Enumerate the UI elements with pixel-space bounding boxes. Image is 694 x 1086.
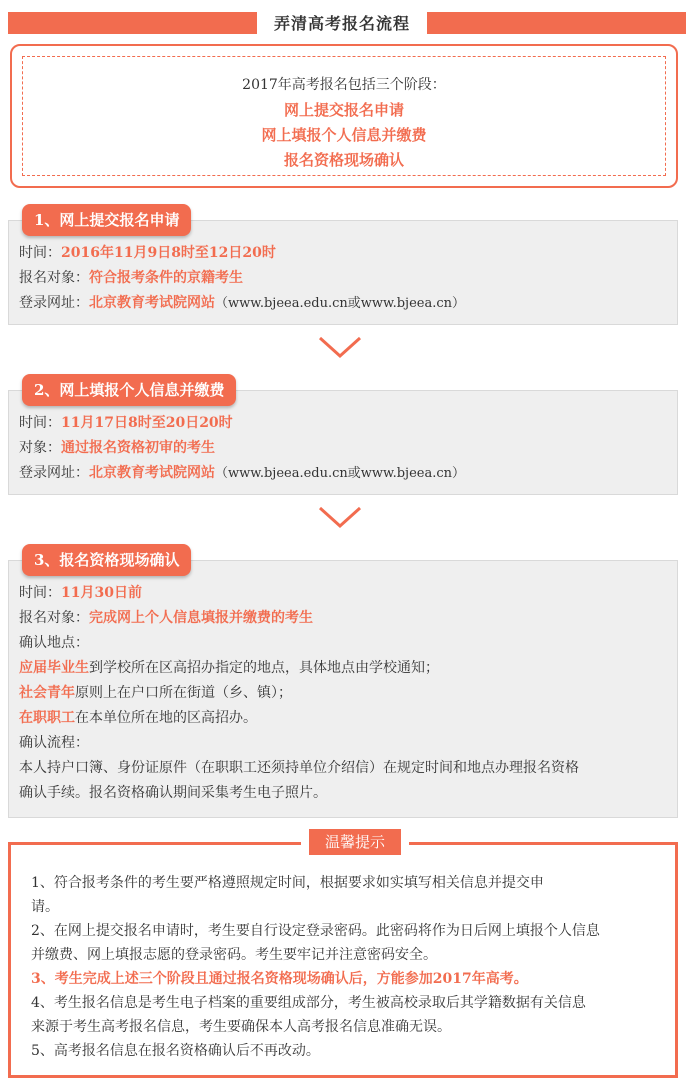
tip-4a: 4、考生报名信息是考生电子档案的重要组成部分，考生被高校录取后其学籍数据有关信息 bbox=[31, 995, 586, 1011]
step3-process-label: 确认流程： bbox=[19, 735, 89, 751]
step3-place-3: 在职职工在本单位所在地的区高招办。 bbox=[19, 710, 257, 726]
tip-5: 5、高考报名信息在报名资格确认后不再改动。 bbox=[31, 1043, 320, 1059]
intro-stage-3: 报名资格现场确认 bbox=[283, 151, 404, 169]
intro-inner bbox=[22, 56, 666, 176]
intro-stage-1: 网上提交报名申请 bbox=[283, 101, 404, 119]
step1-target: 符合报考条件的京籍考生 bbox=[89, 270, 243, 286]
tip-4b: 来源于考生高考报名信息，考生要确保本人高考报名信息准确无误。 bbox=[31, 1019, 451, 1035]
intro-box bbox=[10, 44, 678, 188]
tip-2a: 2、在网上提交报名申请时，考生要自行设定登录密码。此密码将作为日后网上填报个人信息 bbox=[31, 923, 600, 939]
intro-stage-2: 网上填报个人信息并缴费 bbox=[261, 126, 427, 144]
step2-target-line: 对象：通过报名资格初审的考生 bbox=[19, 440, 215, 456]
step3-target: 完成网上个人信息填报并缴费的考生 bbox=[89, 610, 313, 626]
step3-process-line-2: 确认手续。报名资格确认期间采集考生电子照片。 bbox=[19, 785, 327, 801]
step1-site-link[interactable]: 北京教育考试院网站 bbox=[89, 295, 215, 311]
step1-tab: 1、网上提交报名申请 bbox=[22, 204, 191, 236]
intro-lead: 2017年高考报名包括三个阶段： bbox=[242, 77, 446, 93]
step1-time-line: 时间：2016年11月9日8时至12日20时 bbox=[19, 245, 276, 261]
step3-tab: 3、报名资格现场确认 bbox=[22, 544, 191, 576]
page-title: 弄清高考报名流程 bbox=[257, 11, 427, 37]
step1-target-line: 报名对象：符合报考条件的京籍考生 bbox=[19, 270, 243, 286]
step1-site-line: 登录网址：北京教育考试院网站（www.bjeea.edu.cn或www.bjeea.cn） bbox=[19, 295, 466, 311]
step3-place-label: 确认地点： bbox=[19, 635, 89, 651]
chevron-down-icon bbox=[318, 336, 362, 360]
step2-time: 11月17日8时至20日20时 bbox=[61, 415, 233, 431]
tips-box bbox=[8, 842, 678, 1078]
step2-time-line: 时间：11月17日8时至20日20时 bbox=[19, 415, 233, 431]
step2-site-link[interactable]: 北京教育考试院网站 bbox=[89, 465, 215, 481]
step3-target-line: 报名对象：完成网上个人信息填报并缴费的考生 bbox=[19, 610, 313, 626]
step3-time-line: 时间：11月30日前 bbox=[19, 585, 142, 601]
step1-time: 2016年11月9日8时至12日20时 bbox=[61, 245, 276, 261]
step3-place-1: 应届毕业生到学校所在区高招办指定的地点，具体地点由学校通知； bbox=[19, 660, 439, 676]
step2-target: 通过报名资格初审的考生 bbox=[61, 440, 215, 456]
tip-3: 3、考生完成上述三个阶段且通过报名资格现场确认后，方能参加2017年高考。 bbox=[31, 971, 528, 987]
step3-panel bbox=[8, 560, 678, 818]
step1-url[interactable]: （www.bjeea.edu.cn或www.bjeea.cn） bbox=[215, 296, 466, 311]
step2-tab: 2、网上填报个人信息并缴费 bbox=[22, 374, 236, 406]
tips-label: 温馨提示 bbox=[301, 829, 409, 855]
step3-process-line-1: 本人持户口簿、身份证原件（在职职工还须持单位介绍信）在规定时间和地点办理报名资格 bbox=[19, 760, 579, 776]
tip-1a: 1、符合报考条件的考生要严格遵照规定时间，根据要求如实填写相关信息并提交申 bbox=[31, 875, 544, 891]
step2-site-line: 登录网址：北京教育考试院网站（www.bjeea.edu.cn或www.bjeea.cn） bbox=[19, 465, 466, 481]
step3-time: 11月30日前 bbox=[61, 585, 142, 601]
step3-place-2: 社会青年原则上在户口所在街道（乡、镇）； bbox=[19, 685, 292, 701]
chevron-down-icon bbox=[318, 506, 362, 530]
step2-url[interactable]: （www.bjeea.edu.cn或www.bjeea.cn） bbox=[215, 466, 466, 481]
tip-2b: 并缴费、网上填报志愿的登录密码。考生要牢记并注意密码安全。 bbox=[31, 947, 437, 963]
tip-1b: 请。 bbox=[31, 899, 59, 915]
